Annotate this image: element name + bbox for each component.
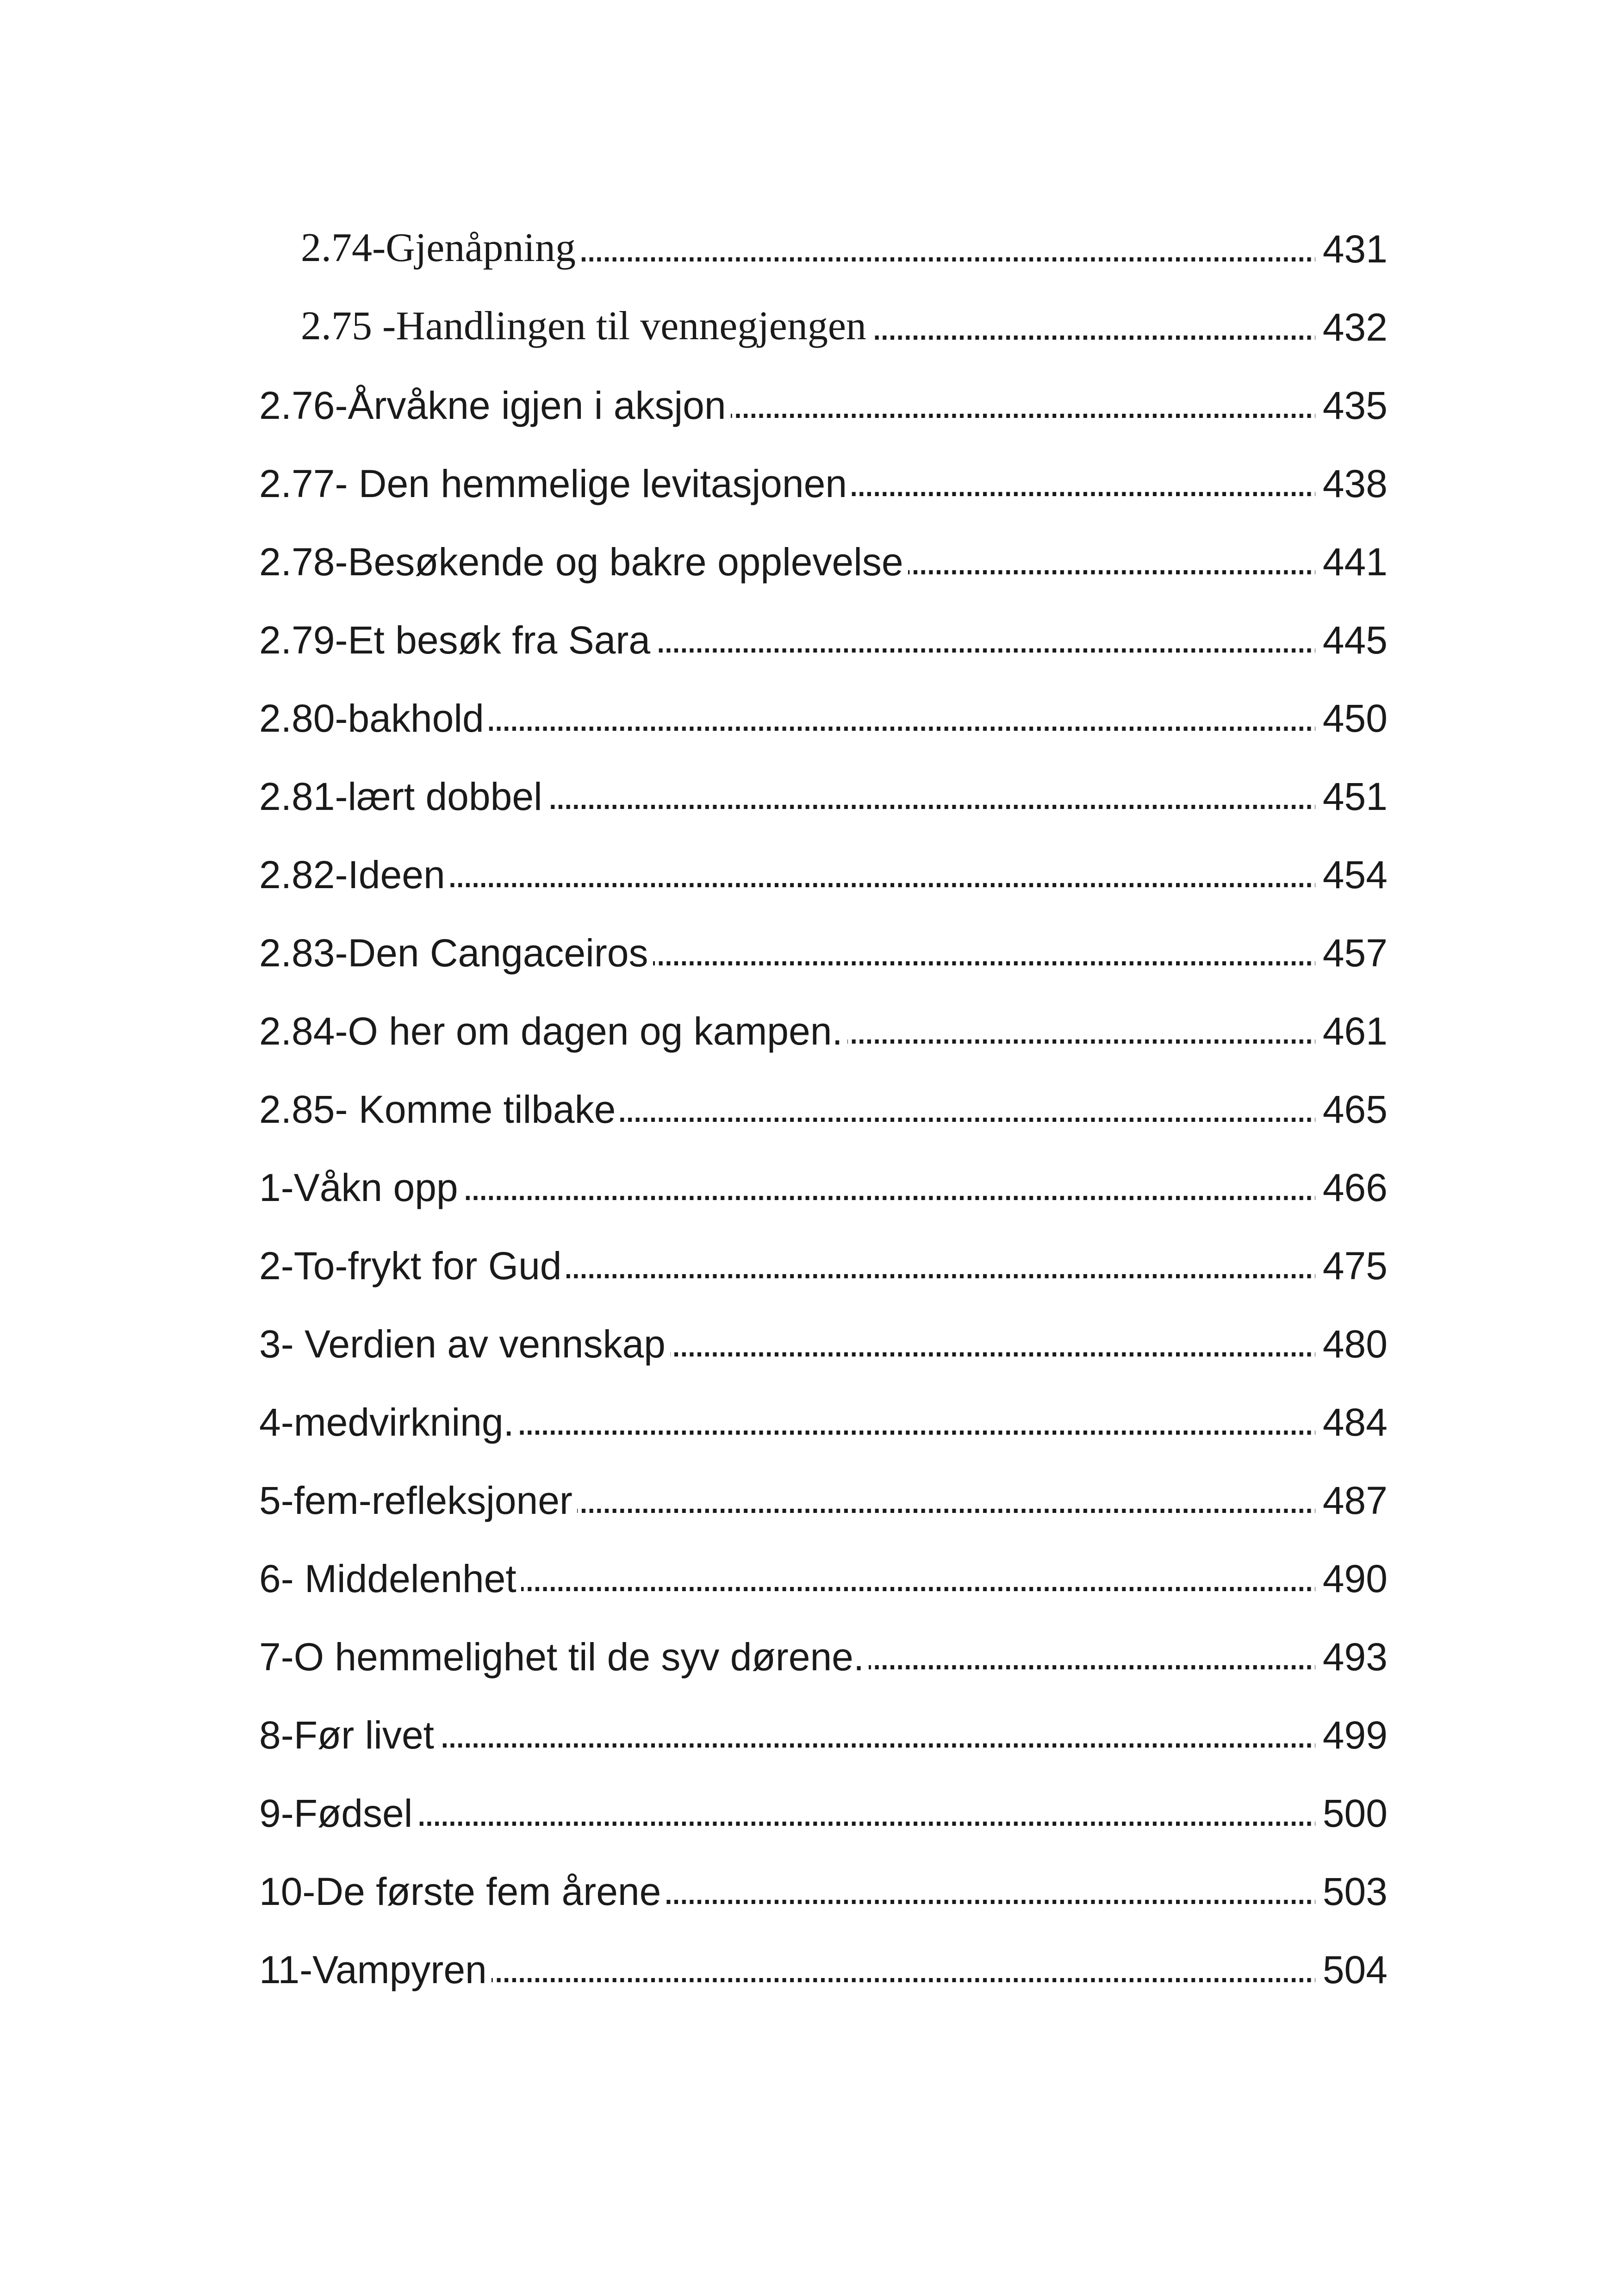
toc-entry-title: 2.75 -Handlingen til vennegjengen <box>301 304 866 348</box>
toc-entry-title: 2.81-lært dobbel <box>259 775 542 818</box>
toc-entry-title: 2.80-bakhold <box>259 697 484 740</box>
dot-leader <box>439 1715 1315 1754</box>
toc-entry[interactable] <box>259 1142 1388 1207</box>
dot-leader <box>489 698 1315 737</box>
toc-entry-page: 457 <box>1322 931 1388 975</box>
dot-leader <box>908 541 1315 580</box>
dot-leader <box>463 1167 1315 1206</box>
toc-entry[interactable] <box>259 829 1388 894</box>
dot-leader <box>492 1949 1315 1988</box>
dot-leader <box>869 1636 1315 1675</box>
toc-entry-page: 504 <box>1322 1948 1388 1991</box>
toc-entry[interactable] <box>259 908 1388 975</box>
dot-leader <box>577 1480 1315 1519</box>
toc-entry-page: 451 <box>1322 775 1388 818</box>
toc-entry-page: 445 <box>1322 618 1388 662</box>
toc-entry[interactable] <box>301 282 1388 347</box>
toc-entry-page: 500 <box>1322 1792 1388 1835</box>
toc-entry-title: 8-Før livet <box>259 1713 434 1757</box>
toc-entry-page: 487 <box>1322 1479 1388 1522</box>
toc-entry-title: 2.82-Ideen <box>259 853 445 896</box>
toc-entry-page: 438 <box>1322 462 1388 505</box>
toc-entry-page: 461 <box>1322 1009 1388 1053</box>
toc-entry[interactable] <box>259 1924 1388 1989</box>
dot-leader <box>620 1089 1315 1128</box>
toc-entry[interactable] <box>259 1377 1388 1442</box>
toc-entry-title: 2.83-Den Cangaceiros <box>259 931 648 975</box>
toc-entry-title: 9-Fødsel <box>259 1792 413 1835</box>
dot-leader <box>666 1871 1315 1910</box>
toc-entry[interactable] <box>259 1455 1388 1520</box>
toc-entry-title: 6- Middelenhet <box>259 1557 517 1600</box>
toc-entry-page: 475 <box>1322 1244 1388 1288</box>
toc-entry-title: 4-medvirkning. <box>259 1400 514 1444</box>
toc-entry-page: 499 <box>1322 1713 1388 1757</box>
toc-entry-title: 2.85- Komme tilbake <box>259 1088 616 1131</box>
toc-entry-title: 2.76-Årvåkne igjen i aksjon <box>259 384 726 427</box>
dot-leader <box>519 1402 1315 1441</box>
toc-entry[interactable] <box>259 986 1388 1051</box>
dot-leader <box>566 1245 1315 1284</box>
toc-entry[interactable] <box>259 1690 1388 1755</box>
toc-entry-page: 454 <box>1322 853 1388 896</box>
toc-entry[interactable] <box>259 438 1388 503</box>
dot-leader <box>417 1793 1315 1832</box>
toc-entry-page: 435 <box>1322 384 1388 427</box>
toc-entry[interactable] <box>259 1220 1388 1288</box>
toc-entry[interactable] <box>259 1299 1388 1366</box>
toc-entry[interactable] <box>259 1612 1388 1679</box>
toc-entry[interactable] <box>259 1533 1388 1598</box>
dot-leader <box>670 1324 1315 1363</box>
toc-entry-page: 480 <box>1322 1322 1388 1366</box>
dot-leader <box>731 385 1315 424</box>
toc-entry-page: 466 <box>1322 1166 1388 1209</box>
toc-entry[interactable] <box>259 1768 1388 1833</box>
toc-entry-page: 493 <box>1322 1635 1388 1679</box>
toc-entry-page: 431 <box>1322 227 1388 271</box>
dot-leader <box>871 307 1315 346</box>
toc-entry[interactable] <box>259 595 1388 660</box>
toc-entry-title: 11-Vampyren <box>259 1948 487 1991</box>
toc-entry-title: 1-Våkn opp <box>259 1166 458 1209</box>
dot-leader <box>547 776 1315 815</box>
dot-leader <box>852 463 1315 502</box>
toc-entry-title: 3- Verdien av vennskap <box>259 1322 666 1366</box>
dot-leader <box>847 1011 1315 1050</box>
toc-entry[interactable] <box>259 516 1388 584</box>
dot-leader <box>450 854 1315 893</box>
toc-entry-title: 2-To-frykt for Gud <box>259 1244 562 1288</box>
toc-entry-title: 10-De første fem årene <box>259 1870 661 1913</box>
toc-entry[interactable] <box>259 751 1388 816</box>
toc-entry-page: 450 <box>1322 697 1388 740</box>
toc-entry-page: 441 <box>1322 540 1388 584</box>
toc-entry-page: 465 <box>1322 1088 1388 1131</box>
toc-entry-title: 2.77- Den hemmelige levitasjonen <box>259 462 847 505</box>
toc-entry-page: 432 <box>1322 305 1388 349</box>
toc-entry-page: 503 <box>1322 1870 1388 1913</box>
toc-entry[interactable] <box>259 1064 1388 1129</box>
dot-leader <box>655 620 1315 659</box>
toc-entry[interactable] <box>301 204 1388 271</box>
toc-entry[interactable] <box>259 1846 1388 1911</box>
toc-entry-page: 490 <box>1322 1557 1388 1600</box>
toc-entry[interactable] <box>259 673 1388 738</box>
dot-leader <box>580 229 1315 268</box>
toc-entry-page: 484 <box>1322 1400 1388 1444</box>
dot-leader <box>653 933 1315 971</box>
toc-entry-title: 2.78-Besøkende og bakre opplevelse <box>259 540 903 584</box>
dot-leader <box>521 1558 1315 1597</box>
toc-entry-title: 7-O hemmelighet til de syv dørene. <box>259 1635 865 1679</box>
toc-entry-title: 5-fem-refleksjoner <box>259 1479 573 1522</box>
toc-entry-title: 2.79-Et besøk fra Sara <box>259 618 651 662</box>
toc-entry-title: 2.74-Gjenåpning <box>301 225 576 270</box>
toc-entry[interactable] <box>259 360 1388 425</box>
toc-entry-title: 2.84-O her om dagen og kampen. <box>259 1009 843 1053</box>
